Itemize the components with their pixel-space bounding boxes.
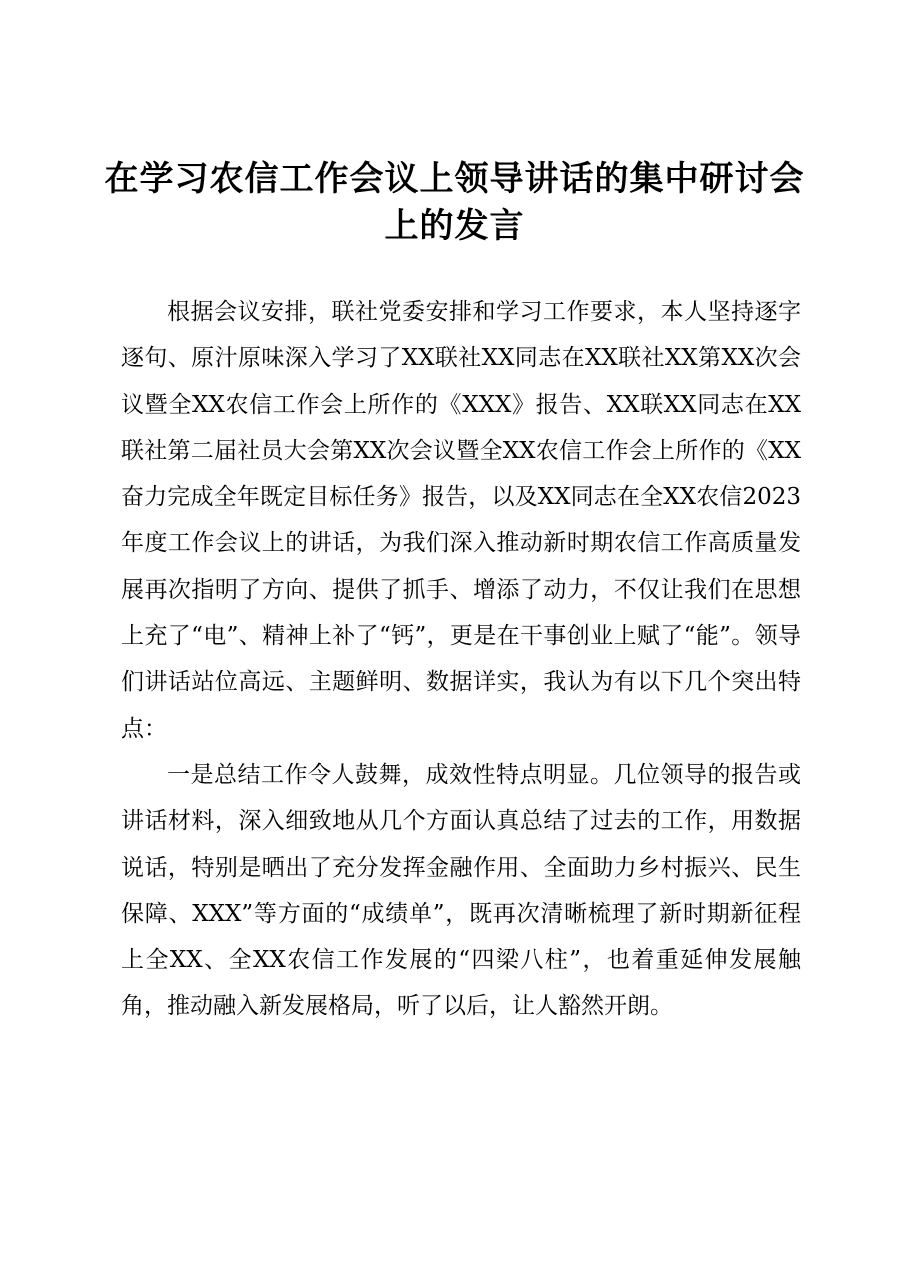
document-title: 在学习农信工作会议上领导讲话的集中研讨会上的发言 bbox=[104, 159, 805, 246]
document-body bbox=[121, 289, 801, 1030]
paragraph-1: 根据会议安排，联社党委安排和学习工作要求，本人坚持逐字逐句、原汁原味深入学习了XX联社XX同志在XX联社XX第XX次会议暨全XX农信工作会上所作的《XXX》报告、XX联XX同志在XX联社第二届社员大会第XX次会议暨全XX农信工作会上所作的《XX奋力完成全年既定目标任务》报告，以及XX同志在全XX农信2023年度工作会议上的讲话，为我们深入推动新时期农信工作高质量发展再次指明了方向、提供了抓手、增添了动力，不仅让我们在思想上充了“电”、精神上补了“钙”，更是在干事创业上赋了“能”。领导们讲话站位高远、主题鲜明、数据详实，我认为有以下几个突出特点： bbox=[121, 299, 801, 742]
paragraph-2: 一是总结工作令人鼓舞，成效性特点明显。几位领导的报告或讲话材料，深入细致地从几个方面认真总结了过去的工作，用数据说话，特别是晒出了充分发挥金融作用、全面助力乡村振兴、民生保障、XXX”等方面的“成绩单”，既再次清晰梳理了新时期新征程上全XX、全XX农信工作发展的“四梁八柱”，也着重延伸发展触角，推动融入新发展格局，听了以后，让人豁然开朗。 bbox=[121, 761, 801, 1020]
